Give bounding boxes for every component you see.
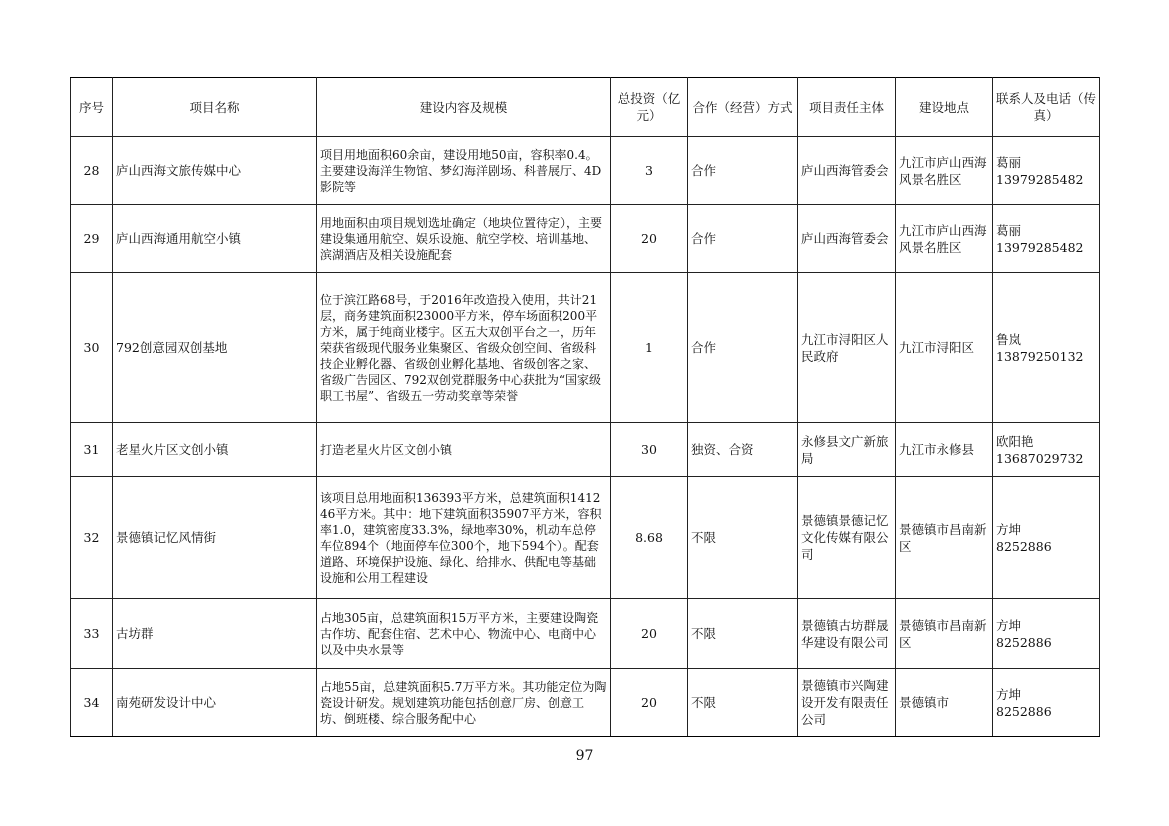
contact-phone: 8252886 [996, 538, 1052, 554]
contact-name: 方坤 [996, 686, 1022, 702]
owner: 景德镇景德记忆文化传媒有限公司 [798, 477, 896, 599]
project-desc: 项目用地面积60余亩，建设用地50亩，容积率0.4。主要建设海洋生物馆、梦幻海洋剧场、科普展厅、4D影院等 [317, 137, 611, 205]
owner: 永修县文广新旅局 [798, 423, 896, 477]
table-row [71, 423, 1100, 477]
contact-phone: 8252886 [996, 634, 1052, 650]
contact [993, 669, 1100, 737]
header-investment: 总投资（亿元） [611, 78, 688, 137]
project-table [70, 77, 1100, 737]
header-contact: 联系人及电话（传真） [993, 78, 1100, 137]
header-owner: 项目责任主体 [798, 78, 896, 137]
project-desc: 位于滨江路68号，于2016年改造投入使用，共计21层，商务建筑面积23000平方米，停车场面积200平方米，属于纯商业楼宇。区五大双创平台之一，历年荣获省级现代服务业集聚区、省级众创空间、省级科技企业孵化器、省级创业孵化基地、省级创客之家、省级广告园区、792双创党群服务中心获批为“国家级职工书屋”、省级五一劳动奖章等荣誉 [317, 273, 611, 423]
project-desc: 用地面积由项目规划选址确定（地块位置待定），主要建设集通用航空、娱乐设施、航空学校、培训基地、滨湖酒店及相关设施配套 [317, 205, 611, 273]
header-row [71, 78, 1100, 137]
table-row [71, 273, 1100, 423]
location: 九江市浔阳区 [896, 273, 993, 423]
contact-name: 方坤 [996, 521, 1022, 537]
cooperation: 合作 [688, 273, 798, 423]
location: 九江市永修县 [896, 423, 993, 477]
contact-name: 鲁岚 [996, 331, 1022, 347]
investment: 3 [611, 137, 688, 205]
header-num: 序号 [71, 78, 113, 137]
location: 景德镇市昌南新区 [896, 477, 993, 599]
contact [993, 477, 1100, 599]
contact-name: 方坤 [996, 617, 1022, 633]
owner: 庐山西海管委会 [798, 137, 896, 205]
contact-phone: 13979285482 [996, 171, 1084, 187]
project-name: 792创意园双创基地 [113, 273, 317, 423]
investment: 20 [611, 205, 688, 273]
table-row [71, 205, 1100, 273]
row-num: 29 [71, 205, 113, 273]
cooperation: 独资、合资 [688, 423, 798, 477]
project-name: 南苑研发设计中心 [113, 669, 317, 737]
owner: 九江市浔阳区人民政府 [798, 273, 896, 423]
cooperation: 合作 [688, 205, 798, 273]
contact-phone: 13879250132 [996, 348, 1084, 364]
page-number: 97 [575, 748, 594, 764]
row-num: 32 [71, 477, 113, 599]
contact [993, 599, 1100, 669]
project-name: 景德镇记忆风情街 [113, 477, 317, 599]
row-num: 28 [71, 137, 113, 205]
project-desc: 打造老星火片区文创小镇 [317, 423, 611, 477]
investment: 8.68 [611, 477, 688, 599]
location: 九江市庐山西海风景名胜区 [896, 205, 993, 273]
header-desc: 建设内容及规模 [317, 78, 611, 137]
project-desc: 该项目总用地面积136393平方米，总建筑面积141246平方米。其中：地下建筑面积35907平方米，容积率1.0，建筑密度33.3%，绿地率30%，机动车总停车位894个（地面停车位300个，地下594个）。配套道路、环境保护设施、绿化、给排水、供配电等基础设施和公用工程建设 [317, 477, 611, 599]
contact-phone: 13687029732 [996, 450, 1084, 466]
project-name: 古坊群 [113, 599, 317, 669]
investment: 20 [611, 599, 688, 669]
cooperation: 不限 [688, 477, 798, 599]
table-row [71, 477, 1100, 599]
contact [993, 423, 1100, 477]
contact-phone: 13979285482 [996, 239, 1084, 255]
contact-phone: 8252886 [996, 703, 1052, 719]
header-name: 项目名称 [113, 78, 317, 137]
header-location: 建设地点 [896, 78, 993, 137]
row-num: 30 [71, 273, 113, 423]
contact [993, 137, 1100, 205]
investment: 20 [611, 669, 688, 737]
owner: 景德镇古坊群晟华建设有限公司 [798, 599, 896, 669]
header-cooperation: 合作（经营）方式 [688, 78, 798, 137]
location: 景德镇市昌南新区 [896, 599, 993, 669]
contact [993, 205, 1100, 273]
table-row [71, 599, 1100, 669]
cooperation: 不限 [688, 599, 798, 669]
cooperation: 不限 [688, 669, 798, 737]
investment: 30 [611, 423, 688, 477]
row-num: 31 [71, 423, 113, 477]
cooperation: 合作 [688, 137, 798, 205]
investment: 1 [611, 273, 688, 423]
project-desc: 占地305亩，总建筑面积15万平方米，主要建设陶瓷古作坊、配套住宿、艺术中心、物流中心、电商中心以及中央水景等 [317, 599, 611, 669]
owner: 庐山西海管委会 [798, 205, 896, 273]
location: 景德镇市 [896, 669, 993, 737]
table-row [71, 137, 1100, 205]
row-num: 34 [71, 669, 113, 737]
contact-name: 欧阳艳 [996, 433, 1034, 449]
table-row [71, 669, 1100, 737]
row-num: 33 [71, 599, 113, 669]
contact-name: 葛丽 [996, 222, 1022, 238]
project-desc: 占地55亩，总建筑面积5.7万平方米。其功能定位为陶瓷设计研发。规划建筑功能包括创意厂房、创意工坊、倒班楼、综合服务配中心 [317, 669, 611, 737]
contact-name: 葛丽 [996, 154, 1022, 170]
contact [993, 273, 1100, 423]
project-name: 庐山西海文旅传媒中心 [113, 137, 317, 205]
owner: 景德镇市兴陶建设开发有限责任公司 [798, 669, 896, 737]
project-name: 老星火片区文创小镇 [113, 423, 317, 477]
project-name: 庐山西海通用航空小镇 [113, 205, 317, 273]
location: 九江市庐山西海风景名胜区 [896, 137, 993, 205]
